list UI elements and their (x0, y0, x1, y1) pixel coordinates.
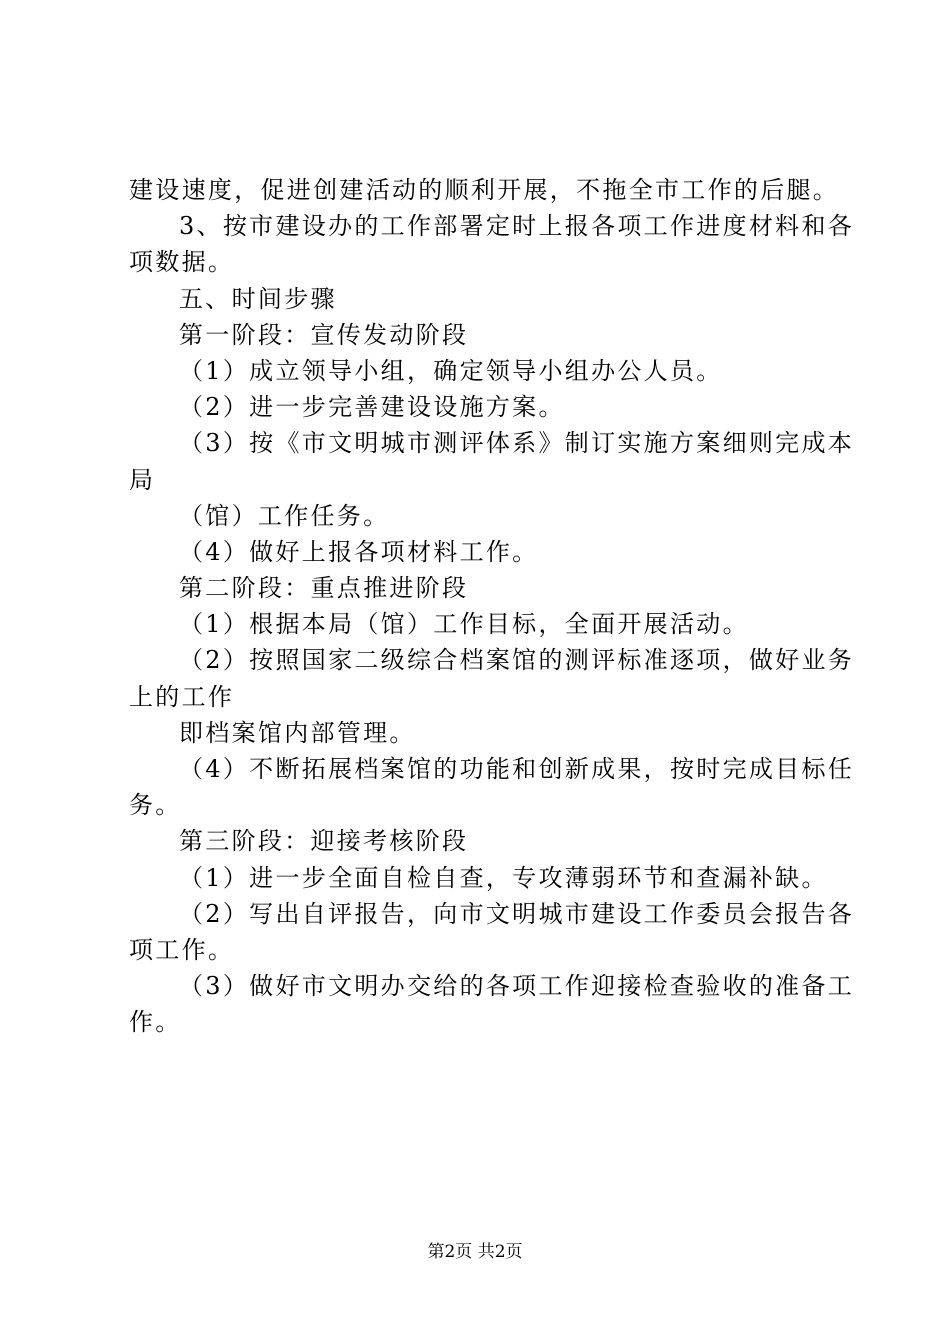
list-item-continuation: 上的工作 (129, 682, 235, 711)
list-item-continuation: 局 (129, 465, 156, 494)
paragraph-line: 建设速度，促进创建活动的顺利开展，不拖全市工作的后腿。 (129, 176, 840, 204)
page-footer (0, 1240, 950, 1264)
list-item-continuation: 作。 (129, 1008, 182, 1037)
list-item: （2）进一步完善建设设施方案。 (179, 393, 565, 422)
section-heading: 五、时间步骤 (179, 284, 337, 313)
stage-heading: 第二阶段：重点推进阶段 (179, 574, 469, 603)
paragraph-line: 项数据。 (129, 248, 235, 277)
list-item: （4）不断拓展档案馆的功能和创新成果，按时完成目标任 (179, 755, 855, 783)
list-item-continuation: 即档案馆内部管理。 (179, 718, 416, 747)
page-number: 第2页 共2页 (427, 1242, 523, 1262)
list-item-continuation: 务。 (129, 791, 182, 820)
list-item: （1）进一步全面自检自查，专攻薄弱环节和查漏补缺。 (179, 863, 828, 892)
list-item: （2）按照国家二级综合档案馆的测评标准逐项，做好业务 (179, 646, 855, 675)
list-item-continuation: 项工作。 (129, 935, 235, 964)
list-item: （1）成立领导小组，确定领导小组办公人员。 (179, 356, 723, 385)
paragraph-line: 3、按市建设办的工作部署定时上报各项工作进度材料和各 (179, 212, 855, 241)
list-item: （3）做好市文明办交给的各项工作迎接检查验收的准备工 (179, 972, 855, 1001)
list-item: （4）做好上报各项材料工作。 (179, 537, 539, 566)
stage-heading: 第三阶段：迎接考核阶段 (179, 827, 469, 856)
list-item-continuation: （馆）工作任务。 (179, 501, 390, 530)
stage-heading: 第一阶段：宣传发动阶段 (179, 320, 469, 349)
document-body (129, 172, 855, 1041)
list-item: （2）写出自评报告，向市文明城市建设工作委员会报告各 (179, 899, 855, 928)
list-item: （3）按《市文明城市测评体系》制订实施方案细则完成本 (179, 429, 855, 458)
list-item: （1）根据本局（馆）工作目标，全面开展活动。 (179, 610, 749, 639)
